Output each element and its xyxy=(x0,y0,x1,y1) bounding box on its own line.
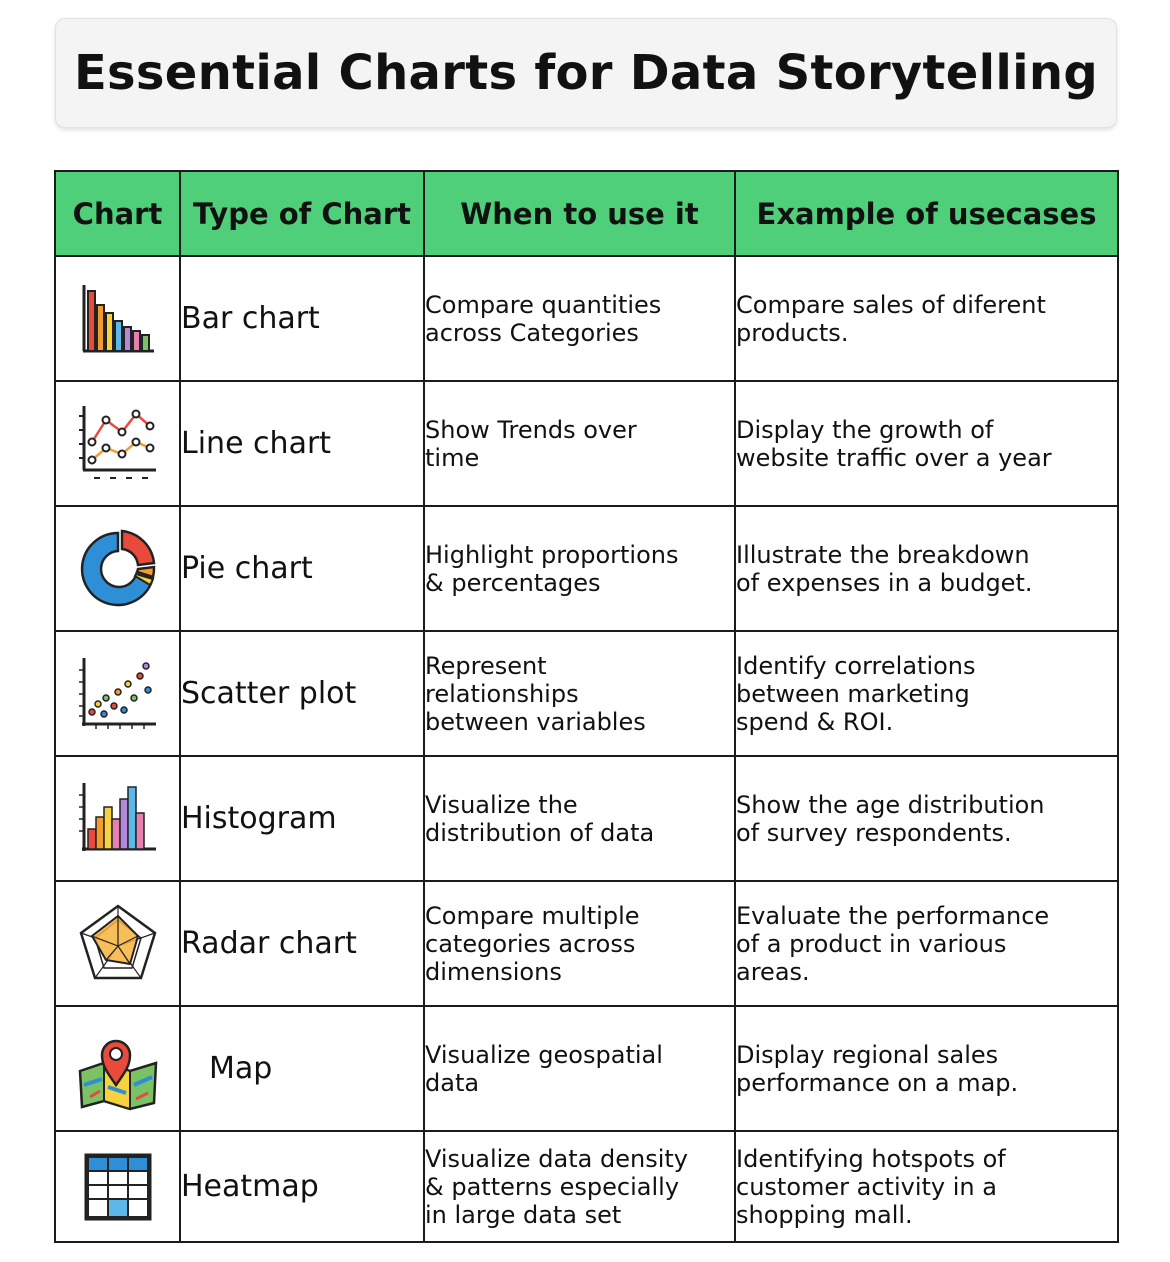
page-title: Essential Charts for Data Storytelling xyxy=(73,45,1099,101)
when-to-use xyxy=(424,256,735,381)
text-line: Show Trends over xyxy=(425,415,637,444)
icon-cell xyxy=(55,881,180,1006)
example-usecase xyxy=(735,506,1118,631)
text-line: performance on a map. xyxy=(736,1068,1019,1097)
text-line: Compare quantities xyxy=(425,290,662,319)
when-to-use xyxy=(424,381,735,506)
text-line: areas. xyxy=(736,957,810,986)
text-line: distribution of data xyxy=(425,818,655,847)
header-example: Example of usecases xyxy=(735,171,1118,256)
text-line: of expenses in a budget. xyxy=(736,568,1033,597)
radar-chart-icon xyxy=(76,902,160,986)
icon-cell xyxy=(55,1131,180,1242)
title-banner xyxy=(55,18,1117,128)
text-line: Highlight proportions xyxy=(425,540,679,569)
when-to-use xyxy=(424,631,735,756)
table-row xyxy=(55,256,1118,381)
text-line: & patterns especially xyxy=(425,1172,680,1201)
text-line: Display the growth of xyxy=(736,415,994,444)
scatter-plot-icon xyxy=(76,652,160,736)
chart-type-label: Radar chart xyxy=(180,881,424,1006)
chart-type-label: Heatmap xyxy=(180,1131,424,1242)
icon-cell xyxy=(55,756,180,881)
text-line: of a product in various xyxy=(736,929,1007,958)
chart-type-label: Scatter plot xyxy=(180,631,424,756)
text-line: Show the age distribution xyxy=(736,790,1045,819)
text-line: Visualize data density xyxy=(425,1144,688,1173)
table-row xyxy=(55,631,1118,756)
text-line: of survey respondents. xyxy=(736,818,1012,847)
example-usecase xyxy=(735,1006,1118,1131)
text-line: Visualize geospatial xyxy=(425,1040,663,1069)
text-line: Visualize the xyxy=(425,790,578,819)
text-line: dimensions xyxy=(425,957,562,986)
chart-type-label: Pie chart xyxy=(180,506,424,631)
icon-cell xyxy=(55,381,180,506)
chart-type-label: Map xyxy=(180,1006,424,1131)
text-line: Represent xyxy=(425,651,547,680)
text-line: Identifying hotspots of xyxy=(736,1144,1006,1173)
table-row xyxy=(55,381,1118,506)
map-icon xyxy=(76,1027,160,1111)
text-line: Compare multiple xyxy=(425,901,640,930)
header-chart: Chart xyxy=(55,171,180,256)
text-line: Evaluate the performance xyxy=(736,901,1050,930)
table-row xyxy=(55,881,1118,1006)
text-line: customer activity in a xyxy=(736,1172,997,1201)
table-row xyxy=(55,1006,1118,1131)
icon-cell xyxy=(55,631,180,756)
when-to-use xyxy=(424,881,735,1006)
when-to-use xyxy=(424,1131,735,1242)
when-to-use xyxy=(424,756,735,881)
table-row xyxy=(55,756,1118,881)
header-type: Type of Chart xyxy=(180,171,424,256)
when-to-use xyxy=(424,1006,735,1131)
table-row xyxy=(55,506,1118,631)
text-line: between variables xyxy=(425,707,646,736)
example-usecase xyxy=(735,381,1118,506)
example-usecase xyxy=(735,1131,1118,1242)
text-line: across Categories xyxy=(425,318,639,347)
example-usecase xyxy=(735,756,1118,881)
chart-type-label: Bar chart xyxy=(180,256,424,381)
text-line: products. xyxy=(736,318,849,347)
text-line: between marketing xyxy=(736,679,970,708)
icon-cell xyxy=(55,1006,180,1131)
pie-chart-icon xyxy=(76,527,160,611)
text-line: shopping mall. xyxy=(736,1200,913,1229)
example-usecase xyxy=(735,881,1118,1006)
text-line: Display regional sales xyxy=(736,1040,999,1069)
text-line: Illustrate the breakdown xyxy=(736,540,1030,569)
header-when: When to use it xyxy=(424,171,735,256)
text-line: in large data set xyxy=(425,1200,622,1229)
text-line: website traffic over a year xyxy=(736,443,1052,472)
charts-table xyxy=(54,170,1119,1243)
icon-cell xyxy=(55,506,180,631)
text-line: relationships xyxy=(425,679,579,708)
example-usecase xyxy=(735,256,1118,381)
histogram-icon xyxy=(76,777,160,861)
text-line: categories across xyxy=(425,929,636,958)
chart-type-label: Histogram xyxy=(180,756,424,881)
text-line: data xyxy=(425,1068,480,1097)
table-row xyxy=(55,1131,1118,1242)
header-row xyxy=(55,171,1118,256)
when-to-use xyxy=(424,506,735,631)
bar-chart-icon xyxy=(78,279,158,359)
icon-cell xyxy=(55,256,180,381)
text-line: spend & ROI. xyxy=(736,707,894,736)
text-line: Identify correlations xyxy=(736,651,976,680)
line-chart-icon xyxy=(76,402,160,486)
chart-type-label: Line chart xyxy=(180,381,424,506)
text-line: Compare sales of diferent xyxy=(736,290,1046,319)
text-line: & percentages xyxy=(425,568,601,597)
heatmap-icon xyxy=(83,1152,153,1222)
example-usecase xyxy=(735,631,1118,756)
text-line: time xyxy=(425,443,480,472)
